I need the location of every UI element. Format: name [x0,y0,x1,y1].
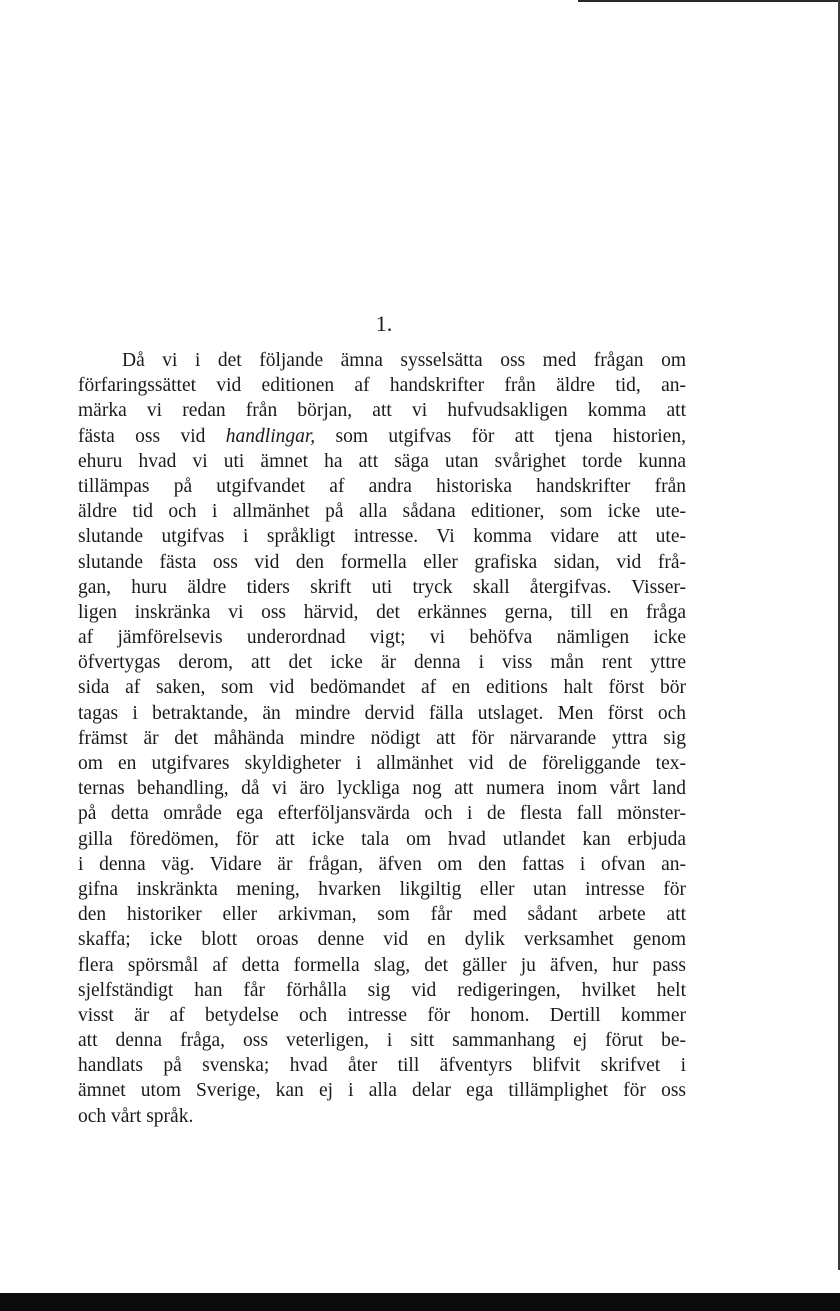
text-segment: fästa oss vid [78,425,226,447]
text-line: främst är det måhända mindre nödigt att för närvarande yttra sig [78,727,686,749]
text-line: ternas behandling, då vi äro lyckliga nog att numera inom vårt land [78,778,686,800]
text-line: om en utgifvares skyldigheter i allmänhet vid de föreliggande tex- [78,753,686,774]
text-line: tagas i betraktande, än mindre dervid fälla utslaget. Men först och [78,702,686,724]
text-line: skaffa; icke blott oroas denne vid en dylik verksamhet genom [78,929,686,951]
text-line: i denna väg. Vidare är frågan, äfven om den fattas i ofvan an- [78,853,686,875]
text-line: ehuru hvad vi uti ämnet ha att säga utan svårighet torde kunna [78,450,686,472]
text-line: öfvertygas derom, att det icke är denna i viss mån rent yttre [78,652,686,674]
section-number: 1. [375,311,393,336]
text-line: gilla föredömen, för att icke tala om hvad utlandet kan erbjuda [78,828,686,850]
emphasized-word: handlingar, [225,425,316,447]
text-line: gifna inskränkta mening, hvarken likgiltig eller utan intresse för [78,878,686,900]
top-edge-rule [578,0,840,2]
text-line: ämnet utom Sverige, kan ej i alla delar ega tillämplighet för oss [78,1080,686,1102]
text-line: handlats på svenska; hvad åter till äfventyrs blifvit skrifvet i [78,1055,686,1077]
text-line: af jämförelsevis underordnad vigt; vi behöfva nämligen icke [78,627,686,649]
text-line: att denna fråga, oss veterligen, i sitt sammanhang ej förut be- [78,1030,686,1052]
text-line: ligen inskränka vi oss härvid, det erkännes gerna, till en fråga [78,601,686,623]
body-paragraph [78,348,686,1129]
text-line: den historiker eller arkivman, som får med sådant arbete att [78,904,686,926]
text-line: gan, huru äldre tiders skrift uti tryck skall återgifvas. Visser- [78,576,686,598]
text-line: förfaringssättet vid editionen af handskrifter från äldre tid, an- [78,375,686,397]
text-line-last: och vårt språk. [78,1105,194,1127]
text-line: märka vi redan från början, att vi hufvudsakligen komma att [78,400,686,422]
text-line: sida af saken, som vid bedömandet af en editions halt först bör [78,677,686,699]
scan-bottom-band [0,1293,840,1311]
text-line: sjelfständigt han får förhålla sig vid redigeringen, hvilket helt [78,979,686,1001]
text-line: Då vi i det följande ämna sysselsätta oss med frågan om [122,350,686,371]
text-segment: som utgifvas för att tjena historien, [315,425,686,447]
text-line: tillämpas på utgifvandet af andra historiska handskrifter från [78,475,686,497]
text-line: slutande fästa oss vid den formella eller grafiska sidan, vid frå- [78,551,686,573]
text-line: på detta område ega efterföljansvärda och i de flesta fall mönster- [78,803,686,825]
text-line: flera spörsmål af detta formella slag, det gäller ju äfven, hur pass [78,954,686,976]
text-line: äldre tid och i allmänhet på alla sådana editioner, som icke ute- [78,501,686,523]
text-line-with-emphasis [78,424,686,449]
text-line: visst är af betydelse och intresse för honom. Dertill kommer [78,1004,686,1026]
text-line: slutande utgifvas i språkligt intresse. Vi komma vidare att ute- [78,526,686,548]
